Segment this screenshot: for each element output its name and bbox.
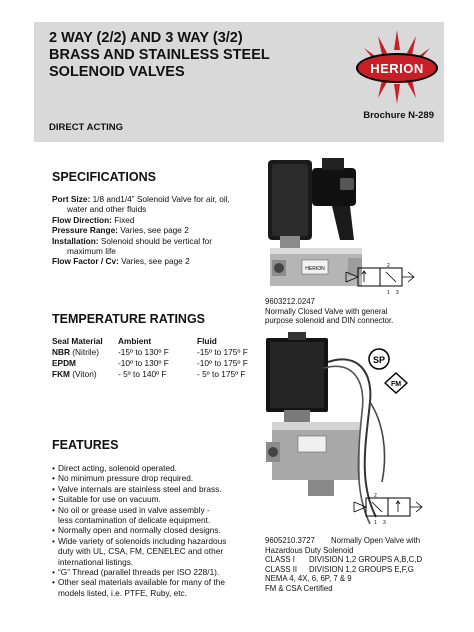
schematic-normally-open — [350, 492, 430, 528]
spec-label: Port Size: — [52, 194, 91, 204]
spec-label: Flow Factor / Cv: — [52, 256, 119, 267]
feature-item — [52, 567, 257, 577]
class-row — [265, 555, 460, 565]
specifications-list — [52, 194, 262, 267]
fluid-range: -10º to 175º F — [197, 358, 248, 368]
part-number: 9605210.3727 — [265, 536, 315, 545]
spec-label: Pressure Range: — [52, 225, 118, 236]
caption-line: purpose solenoid and DIN connector. — [265, 316, 394, 325]
caption-line: Hazardous Duty Solenoid — [265, 545, 354, 555]
caption-line: 9603212.0247 — [265, 297, 315, 306]
header-banner — [34, 22, 444, 142]
feature-line: duty with UL, CSA, FM, CENELEC and other — [58, 546, 224, 557]
temperature-row — [52, 369, 277, 380]
ambient-range: -10º to 130º F — [118, 358, 169, 368]
caption-line: FM & CSA Certified — [265, 583, 333, 593]
feature-line: • Wide variety of solenoids including hazardous — [58, 535, 227, 546]
feature-line: less contamination of delicate equipment. — [58, 515, 211, 526]
column-header: Seal Material — [52, 336, 103, 346]
document-title — [49, 30, 329, 81]
caption-line: NEMA 4, 4X, 6, 6P, 7 & 9 — [265, 574, 352, 583]
spec-row-cont: maximum life — [67, 246, 116, 257]
features-heading: FEATURES — [52, 438, 119, 452]
fm-mark — [384, 372, 408, 394]
feature-item — [52, 505, 257, 526]
caption-top — [265, 297, 445, 326]
feature-item — [52, 525, 257, 535]
features-list — [52, 463, 257, 598]
feature-item — [52, 494, 257, 504]
class-row — [265, 565, 460, 575]
spec-value: Varies, see page 2 — [117, 225, 189, 236]
temperature-row — [52, 358, 277, 369]
column-header: Ambient — [118, 336, 152, 346]
fluid-range: - 5º to 175º F — [197, 369, 246, 379]
feature-line: • “G” Thread (parallel threads per ISO 228/1). — [58, 567, 220, 578]
port-label: 3 — [396, 290, 399, 296]
ambient-range: -15º to 130º F — [118, 347, 169, 357]
spec-row-cont: water and other fluids — [67, 204, 147, 215]
temperature-heading: TEMPERATURE RATINGS — [52, 312, 206, 326]
seal-material: NBR — [52, 347, 70, 357]
caption-line: Normally Closed Valve with general — [265, 306, 388, 316]
seal-material: FKM — [52, 369, 70, 379]
logo-oval — [356, 53, 438, 83]
feature-item — [52, 536, 257, 567]
feature-line: • Suitable for use on vacuum. — [58, 494, 161, 505]
spec-value: Solenoid should be vertical for — [98, 235, 213, 246]
caption-line — [265, 536, 460, 546]
feature-item — [52, 484, 257, 494]
feature-line: international listings. — [58, 556, 134, 567]
division-text: DIVISION 1,2 GROUPS E,F,G — [309, 564, 414, 574]
port-label: 1 — [374, 520, 377, 526]
csa-mark — [368, 348, 390, 370]
logo-text: HERION — [370, 61, 424, 76]
csa-icon — [368, 348, 390, 370]
title-line: SOLENOID VALVES — [49, 64, 185, 80]
temperature-table — [52, 336, 277, 380]
caption-bottom — [265, 536, 460, 593]
fluid-range: -15º to 175º F — [197, 347, 248, 357]
temperature-header-row — [52, 336, 277, 347]
caption-text: Normally Open Valve with — [331, 536, 421, 545]
ambient-range: - 5º to 140º F — [118, 369, 167, 379]
subtitle-direct-acting: DIRECT ACTING — [49, 122, 124, 133]
feature-item — [52, 577, 257, 598]
class-name: CLASS II — [265, 564, 298, 574]
spec-row — [52, 225, 262, 235]
spec-label: Installation: — [52, 235, 99, 246]
spec-value: Varies, see page 2 — [118, 256, 190, 267]
class-name: CLASS I — [265, 555, 295, 564]
title-line: 2 WAY (2/2) AND 3 WAY (3/2) — [49, 30, 243, 46]
port-label: 1 — [387, 290, 390, 296]
spec-value: 1/8 and1/4” Solenoid Valve for air, oil, — [90, 194, 230, 204]
temperature-row — [52, 347, 277, 358]
brochure-number: Brochure N-289 — [363, 110, 434, 121]
spec-value: Fixed — [111, 214, 135, 225]
feature-line: • No oil or grease used in valve assembly - — [58, 504, 210, 515]
seal-material: EPDM — [52, 358, 76, 368]
feature-line: • Valve internals are stainless steel and brass. — [58, 483, 222, 494]
feature-line: • Normally open and normally closed designs. — [58, 525, 221, 536]
division-text: DIVISION 1,2 GROUPS A,B,C,D — [309, 555, 423, 564]
fm-icon — [384, 372, 408, 394]
port-label: 3 — [383, 520, 386, 526]
seal-note: (Viton) — [69, 369, 97, 379]
seal-note: (Nitrile) — [69, 347, 100, 357]
spec-row — [52, 256, 262, 266]
port-label: 2 — [387, 263, 390, 269]
fm-text: FM — [390, 381, 402, 388]
spec-row — [52, 194, 262, 204]
valve-label: HERION — [305, 266, 325, 272]
title-line: BRASS AND STAINLESS STEEL — [49, 47, 270, 63]
specifications-heading: SPECIFICATIONS — [52, 170, 156, 184]
spec-label: Flow Direction: — [52, 214, 112, 225]
spec-row — [52, 236, 262, 246]
feature-item — [52, 463, 257, 473]
feature-line: • Direct acting, solenoid operated. — [58, 463, 177, 473]
spec-row — [52, 215, 262, 225]
feature-line: • No minimum pressure drop required. — [58, 473, 194, 484]
feature-line: • Other seal materials available for many of the — [58, 577, 225, 588]
feature-line: models listed, i.e. PTFE, Ruby, etc. — [58, 587, 187, 598]
port-label: 2 — [374, 493, 377, 499]
column-header: Fluid — [197, 336, 217, 346]
csa-text: SP — [372, 355, 386, 365]
feature-item — [52, 473, 257, 483]
schematic-normally-closed — [342, 262, 422, 298]
herion-logo — [356, 28, 438, 106]
